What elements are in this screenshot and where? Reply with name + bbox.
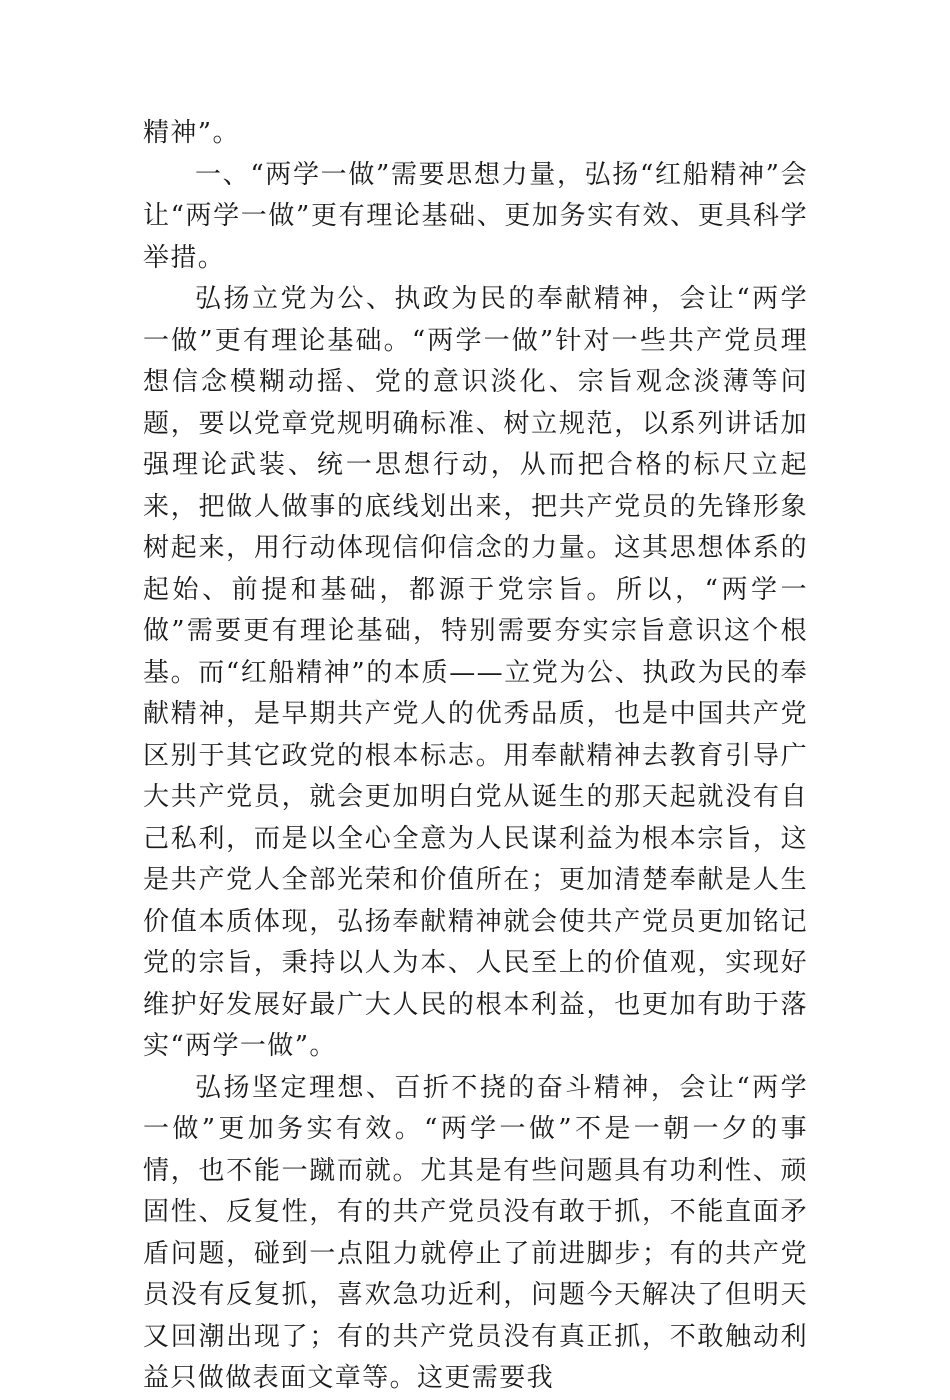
paragraph-section-heading: 一、“两学一做”需要思想力量，弘扬“红船精神”会让“两学一做”更有理论基础、更加务实有效、更具科学举措。: [143, 159, 808, 273]
paragraph-struggle-spirit: 弘扬坚定理想、百折不挠的奋斗精神，会让“两学一做”更加务实有效。“两学一做”不是一朝一夕的事情，也不能一蹴而就。尤其是有些问题具有功利性、顽固性、反复性，有的共产党员没有敢于抓，不能直面矛盾问题，碰到一点阻力就停止了前进脚步；有的共产党员没有反复抓，喜欢急功近利，问题今天解决了但明天又回潮出现了；有的共产党员没有真正抓，不敢触动利益只做做表面文章等。这更需要我: [143, 1072, 808, 1393]
paragraph-dedication-spirit: 弘扬立党为公、执政为民的奉献精神，会让“两学一做”更有理论基础。“两学一做”针对一些共产党员理想信念模糊动摇、党的意识淡化、宗旨观念淡薄等问题，要以党章党规明确标准、树立规范，以系列讲话加强理论武装、统一思想行动，从而把合格的标尺立起来，把做人做事的底线划出来，把共产党员的先锋形象树起来，用行动体现信仰信念的力量。这其思想体系的起始、前提和基础，都源于党宗旨。所以，“两学一做”需要更有理论基础，特别需要夯实宗旨意识这个根基。而“红船精神”的本质——立党为公、执政为民的奉献精神，是早期共产党人的优秀品质，也是中国共产党区别于其它政党的根本标志。用奉献精神去教育引导广大共产党员，就会更加明白党从诞生的那天起就没有自己私利，而是以全心全意为人民谋利益为根本宗旨，这是共产党人全部光荣和价值所在；更加清楚奉献是人生价值本质体现，弘扬奉献精神就会使共产党员更加铭记党的宗旨，秉持以人为本、人民至上的价值观，实现好维护好发展好最广大人民的根本利益，也更加有助于落实“两学一做”。: [143, 284, 808, 1061]
paragraph-continuation: 精神”。: [143, 118, 240, 148]
document-body: [143, 113, 808, 1400]
